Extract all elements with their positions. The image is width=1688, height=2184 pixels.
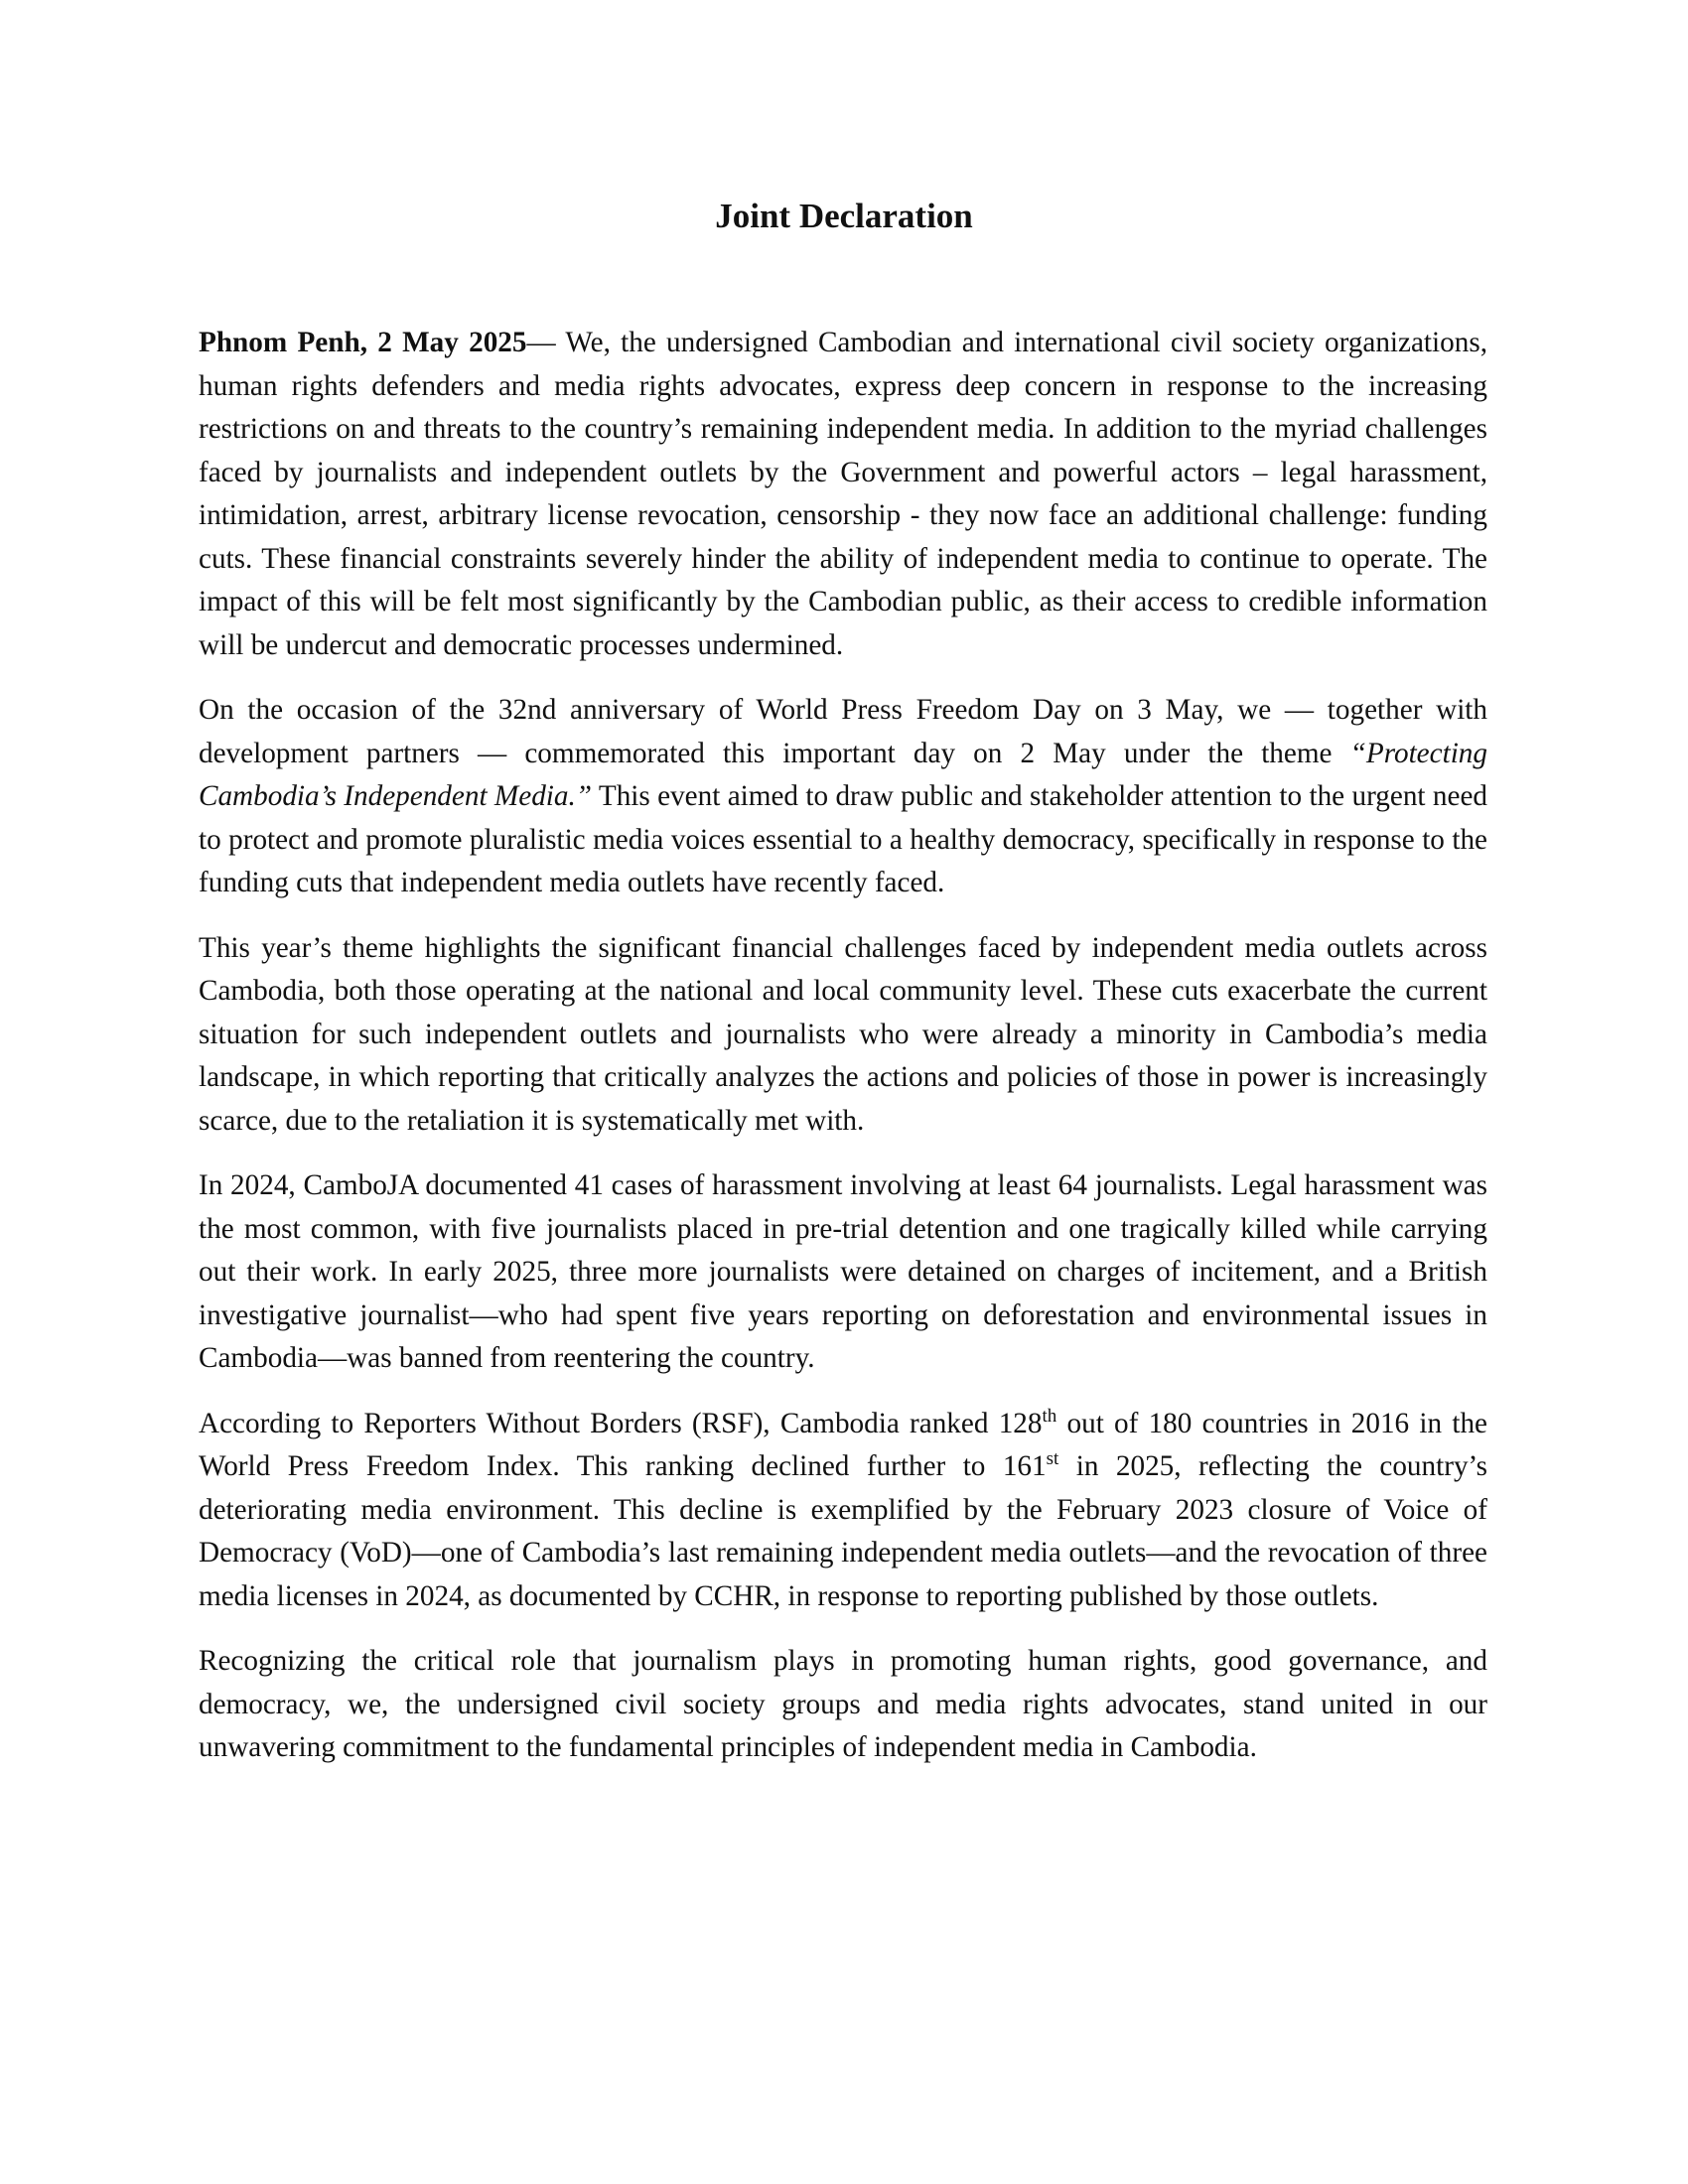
dateline: Phnom Penh, 2 May 2025 [199, 327, 527, 358]
event-theme: “Protecting Cambodia’s Independent Media.” [199, 737, 1487, 812]
paragraph-2-text-after: This event aimed to draw public and stakeholder attention to the urgent need to protect and promote pluralistic media voices essential to a healthy democracy, specifically in response to the funding cuts that independent media outlets have recently faced. [199, 780, 1487, 898]
paragraph-6: Recognizing the critical role that journalism plays in promoting human rights, good governance, and democracy, we, the undersigned civil society groups and media rights advocates, stand united in our unwavering commitment to the fundamental principles of independent media in Cambodia. [199, 1645, 1487, 1763]
paragraph-5-part-1: According to Reporters Without Borders (RSF), Cambodia ranked 128 [199, 1407, 1043, 1439]
paragraph-3: This year’s theme highlights the significant financial challenges faced by independent media outlets across Cambodia, both those operating at the national and local community level. These cuts exacerbate the current situation for such independent outlets and journalists who were already a minority in Cambodia’s media landscape, in which reporting that critically analyzes the actions and policies of those in power is increasingly scarce, due to the retaliation it is systematically met with. [199, 931, 1487, 1137]
paragraph-4: In 2024, CamboJA documented 41 cases of harassment involving at least 64 journalists. Legal harassment was the most common, with five journalists placed in pre-trial detention and one tragically killed while carrying out their work. In early 2025, three more journalists were detained on charges of incitement, and a British investigative journalist—who had spent five years reporting on deforestation and environmental issues in Cambodia—was banned from reentering the country. [199, 1169, 1487, 1374]
paragraph-5-part-2: out of 180 countries in 2016 in the World Press Freedom Index. This ranking declined further to 161 [199, 1407, 1487, 1482]
paragraph-1-text: — We, the undersigned Cambodian and international civil society organizations, human rights defenders and media rights advocates, express deep concern in response to the increasing restrictions on and threats to the country’s remaining independent media. In addition to the myriad challenges faced by journalists and independent outlets by the Government and powerful actors – legal harassment, intimidation, arrest, arbitrary license revocation, censorship - they now face an additional challenge: funding cuts. These financial constraints severely hinder the ability of independent media to continue to operate. The impact of this will be felt most significantly by the Cambodian public, as their access to credible information will be undercut and democratic processes undermined. [199, 327, 1487, 661]
paragraph-1 [199, 322, 1487, 667]
document-body [199, 322, 1487, 1792]
paragraph-5-part-3: in 2025, reflecting the country’s deteriorating media environment. This decline is exemplified by the February 2023 closure of Voice of Democracy (VoD)—one of Cambodia’s last remaining independent media outlets—and the revocation of three media licenses in 2024, as documented by CCHR, in response to reporting published by those outlets. [199, 1450, 1487, 1612]
ordinal-suffix-th: th [1042, 1405, 1057, 1427]
ordinal-suffix-st: st [1046, 1448, 1059, 1469]
paragraph-5 [199, 1403, 1487, 1619]
document-title: Joint Declaration [715, 197, 973, 235]
paragraph-2-text-before: On the occasion of the 32nd anniversary of World Press Freedom Day on 3 May, we — together with development partners — commemorated this important day on 2 May under the theme [199, 694, 1487, 769]
paragraph-2 [199, 689, 1487, 905]
